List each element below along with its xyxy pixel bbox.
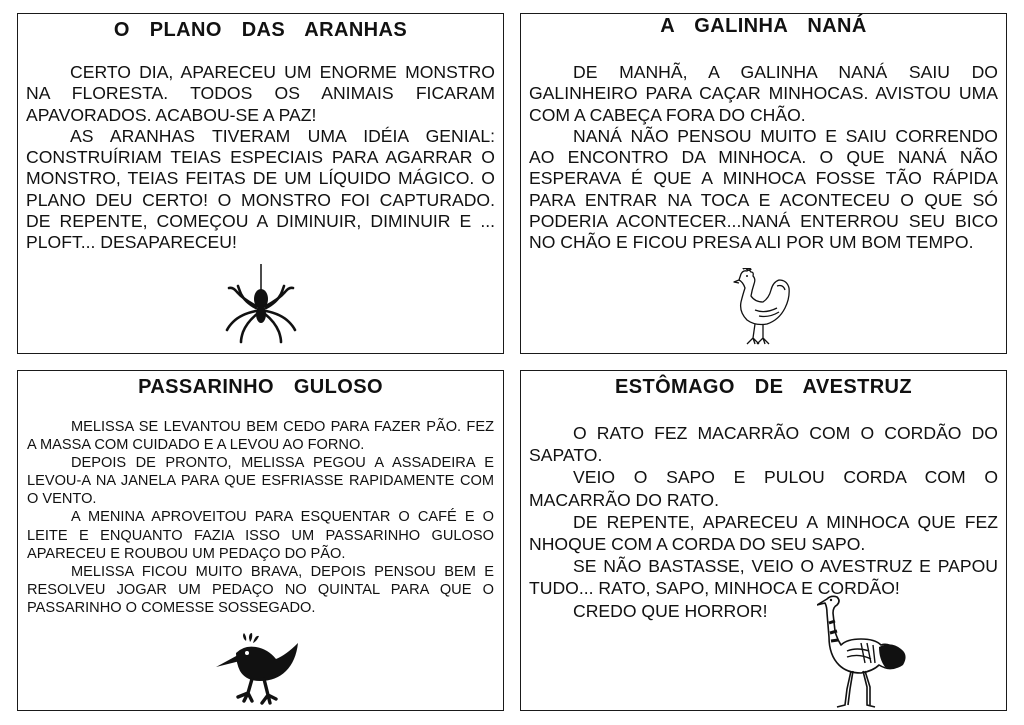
story-title: PASSARINHO GULOSO [138, 376, 383, 398]
story-paragraph: DE MANHÃ, A GALINHA NANÁ SAIU DO GALINHEIRO PARA CAÇAR MINHOCAS. AVISTOU UMA COM A CABEÇA FORA DO CHÃO. [529, 62, 998, 125]
story-title: A GALINHA NANÁ [660, 15, 867, 37]
ostrich-icon [817, 593, 913, 709]
story-card-estomago-de-avestruz [520, 370, 1007, 711]
story-paragraph: O RATO FEZ MACARRÃO COM O CORDÃO DO SAPATO. [529, 423, 998, 466]
story-card-plano-das-aranhas [17, 13, 504, 354]
story-paragraph: AS ARANHAS TIVERAM UMA IDÉIA GENIAL: CONSTRUÍRIAM TEIAS ESPECIAIS PARA AGARRAR O MONSTRO, TEIAS FEITAS DE UM LÍQUIDO MÁGICO. O PLANO DEU CERTO! O MONSTRO FOI CAPTURADO. DE REPENTE, COMEÇOU A DIMINUIR, DIMINUIR E ... PLOFT... DESAPARECEU! [26, 125, 495, 253]
story-paragraph: DE REPENTE, APARECEU A MINHOCA QUE FEZ NHOQUE COM A CORDA DO SEU SAPO. [529, 511, 998, 555]
story-title: O PLANO DAS ARANHAS [113, 19, 408, 41]
story-paragraph: DEPOIS DE PRONTO, MELISSA PEGOU A ASSADEIRA E LEVOU-A NA JANELA PARA QUE ESFRIASSE RAPIDAMENTE COM O VENTO. [27, 455, 494, 508]
story-body [27, 418, 494, 617]
story-paragraph: MELISSA FICOU MUITO BRAVA, DEPOIS PENSOU BEM E RESOLVEU JOGAR UM PEDAÇO NO QUINTAL PARA QUE O PASSARINHO O COMESSE SOSSEGADO. [27, 563, 494, 616]
hen-icon [733, 268, 793, 348]
story-title: ESTÔMAGO DE AVESTRUZ [614, 376, 913, 398]
story-paragraph: SE NÃO BASTASSE, VEIO O AVESTRUZ E PAPOU TUDO... RATO, SAPO, MINHOCA E CORDÃO! [529, 556, 998, 599]
story-body [529, 62, 998, 254]
story-card-passarinho-guloso [17, 370, 504, 711]
story-paragraph: CERTO DIA, APARECEU UM ENORME MONSTRO NA FLORESTA. TODOS OS ANIMAIS FICARAM APAVORADOS. ACABOU-SE A PAZ! [26, 62, 495, 125]
story-paragraph: CREDO QUE HORROR! [573, 600, 768, 621]
bird-icon [214, 633, 306, 705]
story-paragraph: MELISSA SE LEVANTOU BEM CEDO PARA FAZER PÃO. FEZ A MASSA COM CUIDADO E A LEVOU AO FORNO. [27, 419, 494, 454]
story-paragraph: NANÁ NÃO PENSOU MUITO E SAIU CORRENDO AO ENCONTRO DA MINHOCA. O QUE NANÁ NÃO ESPERAVA É QUE A MINHOCA FOSSE TÃO RÁPIDA PARA ENTRAR NA TOCA E ACONTECEU O QUE SÓ PODERIA ACONTECER...NANÁ ENTERROU SEU BICO NO CHÃO E FICOU PRESA ALI POR UM BOM TEMPO. [529, 125, 998, 253]
story-paragraph: VEIO O SAPO E PULOU CORDA COM O MACARRÃO DO RATO. [529, 467, 998, 510]
story-body [26, 62, 495, 254]
story-paragraph: A MENINA APROVEITOU PARA ESQUENTAR O CAFÉ E O LEITE E ENQUANTO FAZIA ISSO UM PASSARINHO GULOSO APARECEU E ROUBOU UM PEDAÇO DO PÃO. [27, 509, 494, 562]
story-card-galinha-nana [520, 13, 1007, 354]
story-body [529, 422, 998, 622]
spider-icon [223, 264, 299, 344]
